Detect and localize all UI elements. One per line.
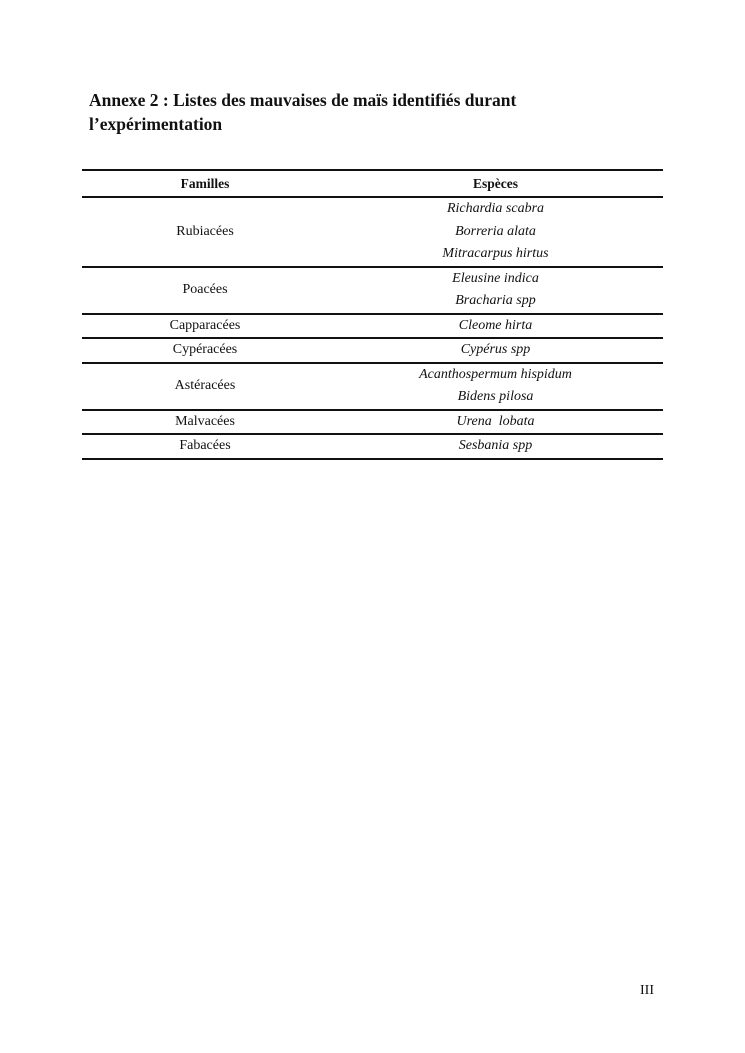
espece-name: Bracharia spp (455, 293, 536, 308)
header-row (82, 170, 663, 197)
table-row (82, 410, 663, 435)
title-line-1: Annexe 2 : Listes des mauvaises de maïs identifiés durant (89, 90, 517, 110)
table-row (82, 363, 663, 410)
weeds-table (82, 169, 663, 460)
especes-cell (328, 434, 663, 459)
table-row (82, 197, 663, 267)
famille-cell: Rubiacées (176, 223, 234, 239)
espece-name: Richardia scabra (446, 201, 545, 216)
title-line-2: l’expérimentation (89, 114, 223, 134)
espece-name: Sesbania spp (458, 438, 533, 453)
famille-cell: Poacées (182, 282, 228, 297)
espece-name: Borreria alata (455, 223, 536, 239)
page-number: III (640, 983, 654, 998)
famille-cell: Astéracées (174, 378, 236, 393)
table-body (82, 197, 663, 459)
espece-name: Acanthospermum hispidum (419, 366, 572, 382)
espece-name: Cleome hirta (458, 317, 533, 333)
table-row (82, 434, 663, 459)
table-row (82, 267, 663, 314)
espece-name: Mitracarpus hirtus (442, 246, 549, 261)
especes-cell (328, 197, 663, 267)
espece-name: Urena lobata (456, 413, 535, 429)
especes-cell (328, 338, 663, 363)
espece-name: Cypérus spp (460, 342, 531, 357)
famille-cell: Fabacées (179, 438, 231, 454)
header-especes: Espèces (473, 175, 518, 191)
espece-name: Eleusine indica (452, 270, 539, 286)
table-header (82, 170, 663, 197)
table-row (82, 338, 663, 363)
especes-cell (328, 267, 663, 314)
especes-cell (328, 363, 663, 410)
page-title (89, 88, 689, 136)
famille-cell: Malvacées (175, 413, 235, 429)
famille-cell: Cypéracées (172, 342, 238, 358)
header-familles: Familles (180, 175, 230, 191)
famille-cell: Capparacées (169, 317, 241, 333)
especes-cell (328, 314, 663, 339)
espece-name: Bidens pilosa (457, 389, 534, 404)
especes-cell (328, 410, 663, 435)
table-row (82, 314, 663, 339)
